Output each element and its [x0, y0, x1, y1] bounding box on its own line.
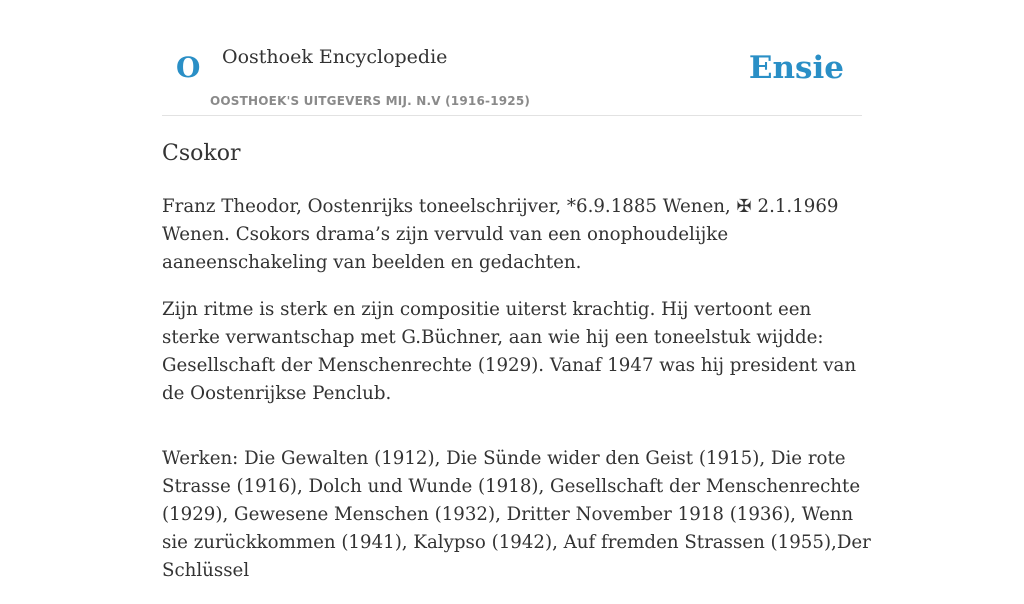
- article-content: [162, 140, 872, 604]
- entry-title: Csokor: [162, 141, 241, 166]
- brand-logo-link[interactable]: Ensie: [748, 50, 844, 86]
- site-header: [162, 38, 862, 116]
- site-title-link[interactable]: Oosthoek Encyclopedie: [222, 46, 448, 68]
- article-paragraph: Franz Theodor, Oostenrijks toneelschrijver, *6.9.1885 Wenen, ✠ 2.1.1969 Wenen. Csokors drama’s zijn vervuld van een onophoudelijke aaneenschakeling van beelden en gedachten.: [162, 195, 839, 273]
- publisher-subtitle: OOSTHOEK'S UITGEVERS MIJ. N.V (1916-1925): [210, 94, 531, 108]
- works-paragraph: Werken: Die Gewalten (1912), Die Sünde wider den Geist (1915), Die rote Strasse (1916), Dolch und Wunde (1918), Gesellschaft der Menschenrechte (1929), Gewesene Menschen (1932), Dritter November 1918 (1936), Wenn sie zurückkommen (1941), Kalypso (1942), Auf fremden Strassen (1955),Der Schlüssel: [162, 447, 871, 581]
- site-logo[interactable]: O: [176, 51, 201, 84]
- article-paragraph: Zijn ritme is sterk en zijn compositie uiterst krachtig. Hij vertoont een sterke verwantschap met G.Büchner, aan wie hij een toneelstuk wijdde: Gesellschaft der Menschenrechte (1929). Vanaf 1947 was hij president van de Oostenrijkse Penclub.: [162, 298, 857, 404]
